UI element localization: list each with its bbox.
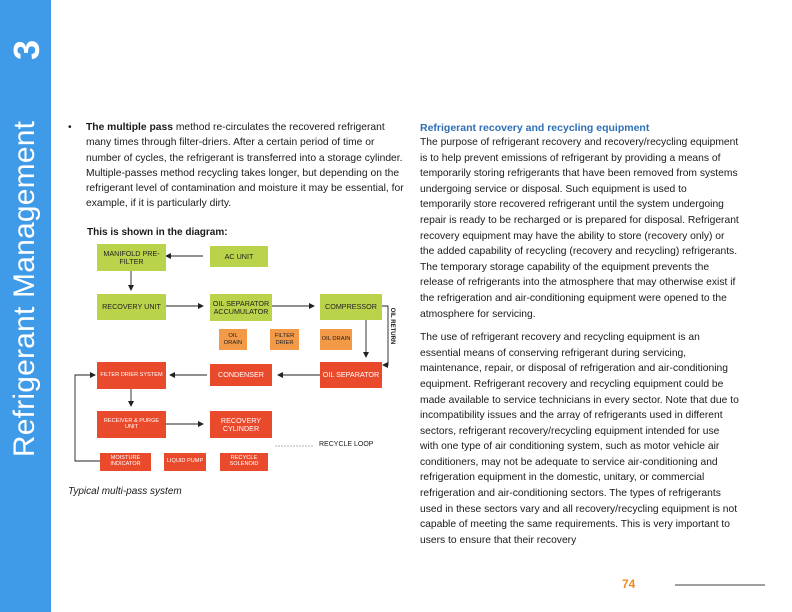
box-oil-drain-1: OIL DRAIN [219, 329, 247, 350]
page-number: 74 [622, 577, 636, 591]
box-oil-separator: OIL SEPARATOR [320, 362, 382, 388]
box-oil-separator-accumulator: OIL SEPARATOR ACCUMULATOR [210, 294, 272, 321]
box-recovery-cylinder: RECOVERY CYLINDER [210, 411, 272, 438]
section-title: Refrigerant recovery and recycling equipment [420, 122, 650, 134]
paragraph-2: The use of refrigerant recovery and recycling equipment is an essential means of conserving refrigerant during servicing, maintenance, repair, or disposal of refrigeration and air-conditioning equipment. Refrigerant recovery and recycling equipment could be made available to service technicians in every sector. Note that due to incompatibility issues and the array of refrigerants used in different sectors, refrigerant recovery/recycling equipment intended for use with one type of air conditioning system, such as motor vehicle air conditioners, may not be adequate to service air-conditioning and refrigeration equipment in the domestic, unitary, or commercial refrigeration and air-conditioning sectors. The types of refrigerants used in these sectors vary and all recovery/recycling equipment is not capable of meeting the same requirements. This is very important to users to ensure that their recovery [420, 332, 739, 546]
box-receiver-purge-unit: RECEIVER & PURGE UNIT [97, 411, 166, 438]
bullet-bold-lead: The multiple pass [86, 122, 173, 133]
paragraph-1: The purpose of refrigerant recovery and recovery/recycling equipment is to help prevent emissions of refrigerant by providing a means of temporarily storing refrigerants that have been removed from systems undergoing service or disposal. Such equipment is used to temporarily store recovered refrigerant until the system undergoing repair is ready to be recharged or is prepared for disposal. Refrigerant recovery equipment may have the ability to store (recovery only) or the added capability of recycling (recovery and recycling) refrigerants. The temporary storage capability of the equipment prevents the release of refrigerants into the atmosphere that may otherwise exist if the refrigeration and air-conditioning equipment were opened to the atmosphere for servicing. [420, 137, 739, 320]
chapter-number: 3 [6, 39, 47, 61]
bullet-text: method re-circulates the recovered refrigerant many times through filter-driers. After a certain period of time or number of cycles, the refrigerant is transferred into a storage cylinder. Multiple-passes method recycling takes longer, but depending on the refrigerant level of contamination and moisture it may be essential, for example, if it is particularly dirty. [86, 122, 404, 210]
box-filter-drier: FILTER DRIER [270, 329, 299, 350]
recycle-loop-label: RECYCLE LOOP [319, 441, 374, 448]
chapter-title: Refrigerant Management [8, 120, 41, 458]
diagram-caption: This is shown in the diagram: [87, 227, 228, 238]
box-manifold-prefilter: MANIFOLD PRE-FILTER [97, 244, 166, 271]
figure-caption: Typical multi-pass system [68, 486, 182, 497]
box-recovery-unit: RECOVERY UNIT [97, 294, 166, 320]
box-moisture-indicator: MOISTURE INDICATOR [100, 453, 151, 471]
box-recycle-solenoid: RECYCLE SOLENOID [220, 453, 268, 471]
box-ac-unit: AC UNIT [210, 246, 268, 267]
right-column [420, 121, 740, 548]
box-liquid-pump: LIQUID PUMP [164, 453, 206, 471]
box-oil-drain-2: OIL DRAIN [320, 329, 352, 350]
box-filter-drier-system: FILTER DRIER SYSTEM [97, 362, 166, 389]
footer-rule [675, 584, 765, 586]
box-compressor: COMPRESSOR [320, 294, 382, 320]
box-condenser: CONDENSER [210, 364, 272, 386]
bullet-dot: • [68, 122, 72, 133]
oil-return-label: OIL RETURN [389, 307, 395, 345]
